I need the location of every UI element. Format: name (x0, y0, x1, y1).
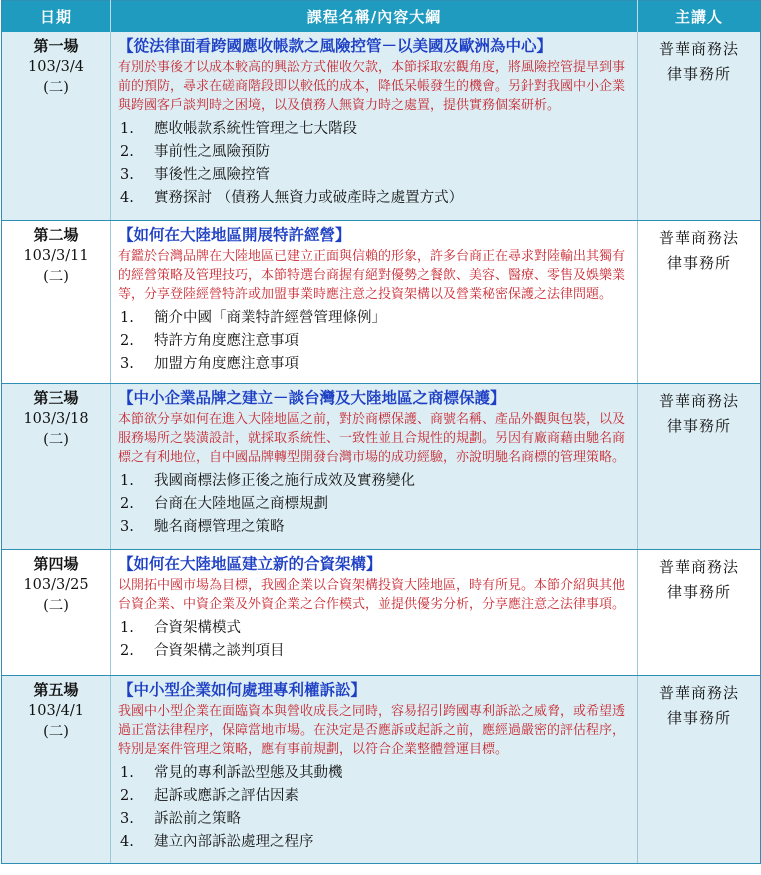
outline-item: 1. 常見的專利訴訟型態及其動機 (120, 764, 343, 781)
session-row-3 (2, 383, 761, 549)
outline-item: 1. 簡介中國「商業特許經營管理條例」 (120, 309, 386, 326)
outline-item: 3. 事後性之風險控管 (120, 167, 270, 183)
outline-item: 2. 起訴或應訴之評估因素 (120, 787, 299, 804)
session-weekday: (二) (43, 723, 69, 740)
session-title: 【如何在大陸地區開展特許經營】 (118, 224, 351, 244)
session-title: 【如何在大陸地區建立新的合資架構】 (118, 553, 382, 573)
outline-item: 2. 合資架構之談判項目 (120, 642, 285, 659)
outline-list (118, 617, 631, 663)
session-content-cell (111, 32, 638, 220)
session-description: 本節欲分享如何在進入大陸地區之前，對於商標保護、商號名稱、產品外觀與包裝，以及服務場所之裝潢設計，就採取系統性、一致性並且合規性的規劃。另因有廠商藉由馳名商標之有利地位，自中國品牌轉型開發台灣市場的成功經驗，亦說明馳名商標的管理策略。 (118, 411, 626, 465)
session-label: 第五場 (33, 680, 79, 699)
session-label: 第二場 (33, 225, 79, 244)
outline-item: 1. 應收帳款系統性管理之七大階段 (120, 121, 357, 137)
session-weekday: (二) (43, 268, 69, 285)
session-description: 以開拓中國市場為目標，我國企業以合資架構投資大陸地區，時有所見。本節介紹與其他台資企業、中資企業及外資企業之合作模式，並提供優劣分析，分享應注意之法律事項。 (118, 577, 626, 612)
session-description: 我國中小型企業在面臨資本與營收成長之同時，容易招引跨國專利訴訟之威脅，或希望透過正當法律程序，保障當地市場。在決定是否應訴或起訴之前，應經過嚴密的評估程序，特別是案件管理之策略，應有事前規劃，以符合企業整體營運目標。 (118, 703, 626, 757)
session-date-cell (2, 383, 111, 549)
session-host-cell (638, 383, 761, 549)
outline-item: 3. 馳名商標管理之策略 (120, 518, 285, 535)
host-name-line: 普華商務法 (658, 391, 739, 410)
session-label: 第一場 (33, 37, 79, 55)
outline-item: 3. 加盟方角度應注意事項 (120, 355, 299, 372)
session-content-cell (111, 383, 638, 549)
session-row-4 (2, 549, 761, 675)
session-label: 第四場 (33, 554, 79, 573)
session-host-cell (638, 220, 761, 383)
host-name-line: 普華商務法 (658, 40, 739, 58)
host-name-line: 律事務所 (666, 582, 731, 601)
outline-item: 2. 事前性之風險預防 (120, 144, 270, 160)
session-date: 103/3/18 (23, 410, 89, 427)
session-date: 103/3/11 (23, 247, 89, 264)
session-row-5 (2, 675, 761, 863)
session-title: 【從法律面看跨國應收帳款之風險控管－以美國及歐洲為中心】 (118, 36, 553, 55)
session-row-2 (2, 220, 761, 383)
session-date-cell (2, 675, 111, 863)
session-content-cell (111, 549, 638, 675)
session-description: 有別於事後才以成本較高的興訟方式催收欠款，本節採取宏觀角度，將風險控管提早到事前的預防，尋求在磋商階段即以較低的成本，降低呆帳發生的機會。另針對我國中小企業與跨國客戶談判時之困境，以及債務人無資力時之處置，提供實務個案研析。 (118, 60, 626, 113)
outline-list (118, 307, 631, 376)
session-row-1 (2, 32, 761, 220)
host-name-line: 律事務所 (666, 708, 731, 727)
host-name-line: 律事務所 (666, 253, 731, 272)
outline-list (118, 762, 631, 854)
session-host-cell (638, 32, 761, 220)
outline-item: 3. 訴訟前之策略 (120, 810, 241, 827)
session-content-cell (111, 220, 638, 383)
outline-list (118, 118, 631, 210)
course-schedule-table (1, 0, 761, 864)
table-header-row (2, 1, 761, 33)
session-weekday: (二) (43, 431, 69, 448)
session-date-cell (2, 32, 111, 220)
session-date-cell (2, 549, 111, 675)
header-course: 課程名稱/內容大綱 (111, 1, 638, 33)
outline-item: 1. 我國商標法修正後之施行成效及實務變化 (120, 472, 415, 489)
session-date-cell (2, 220, 111, 383)
outline-item: 2. 特許方角度應注意事項 (120, 332, 299, 349)
session-label: 第三場 (33, 388, 79, 407)
outline-item: 4. 建立內部訴訟處理之程序 (120, 833, 314, 850)
session-date: 103/3/4 (28, 59, 84, 75)
header-host: 主講人 (638, 1, 761, 33)
host-name-line: 普華商務法 (658, 557, 739, 576)
session-host-cell (638, 675, 761, 863)
session-weekday: (二) (43, 80, 69, 96)
session-date: 103/4/1 (28, 702, 84, 719)
session-host-cell (638, 549, 761, 675)
session-title: 【中小企業品牌之建立－談台灣及大陸地區之商標保護】 (118, 387, 506, 407)
outline-item: 4. 實務探討 （債務人無資力或破產時之處置方式） (120, 190, 464, 206)
session-content-cell (111, 675, 638, 863)
host-name-line: 普華商務法 (658, 228, 739, 247)
header-date: 日期 (2, 1, 111, 33)
host-name-line: 律事務所 (666, 416, 731, 435)
session-weekday: (二) (43, 597, 69, 614)
session-title: 【中小型企業如何處理專利權訴訟】 (118, 679, 367, 699)
host-name-line: 普華商務法 (658, 683, 739, 702)
session-description: 有鑑於台灣品牌在大陸地區已建立正面與信賴的形象，許多台商正在尋求對陸輸出其獨有的經營策略及管理技巧，本節特選台商握有絕對優勢之餐飲、美容、醫療、零售及娛樂業等，分享登陸經營特許或加盟事業時應注意之投資架構以及營業秘密保護之法律問題。 (118, 248, 626, 302)
outline-item: 1. 合資架構模式 (120, 619, 241, 636)
outline-item: 2. 台商在大陸地區之商標規劃 (120, 495, 328, 512)
session-date: 103/3/25 (23, 576, 89, 593)
outline-list (118, 470, 631, 539)
host-name-line: 律事務所 (666, 65, 731, 83)
